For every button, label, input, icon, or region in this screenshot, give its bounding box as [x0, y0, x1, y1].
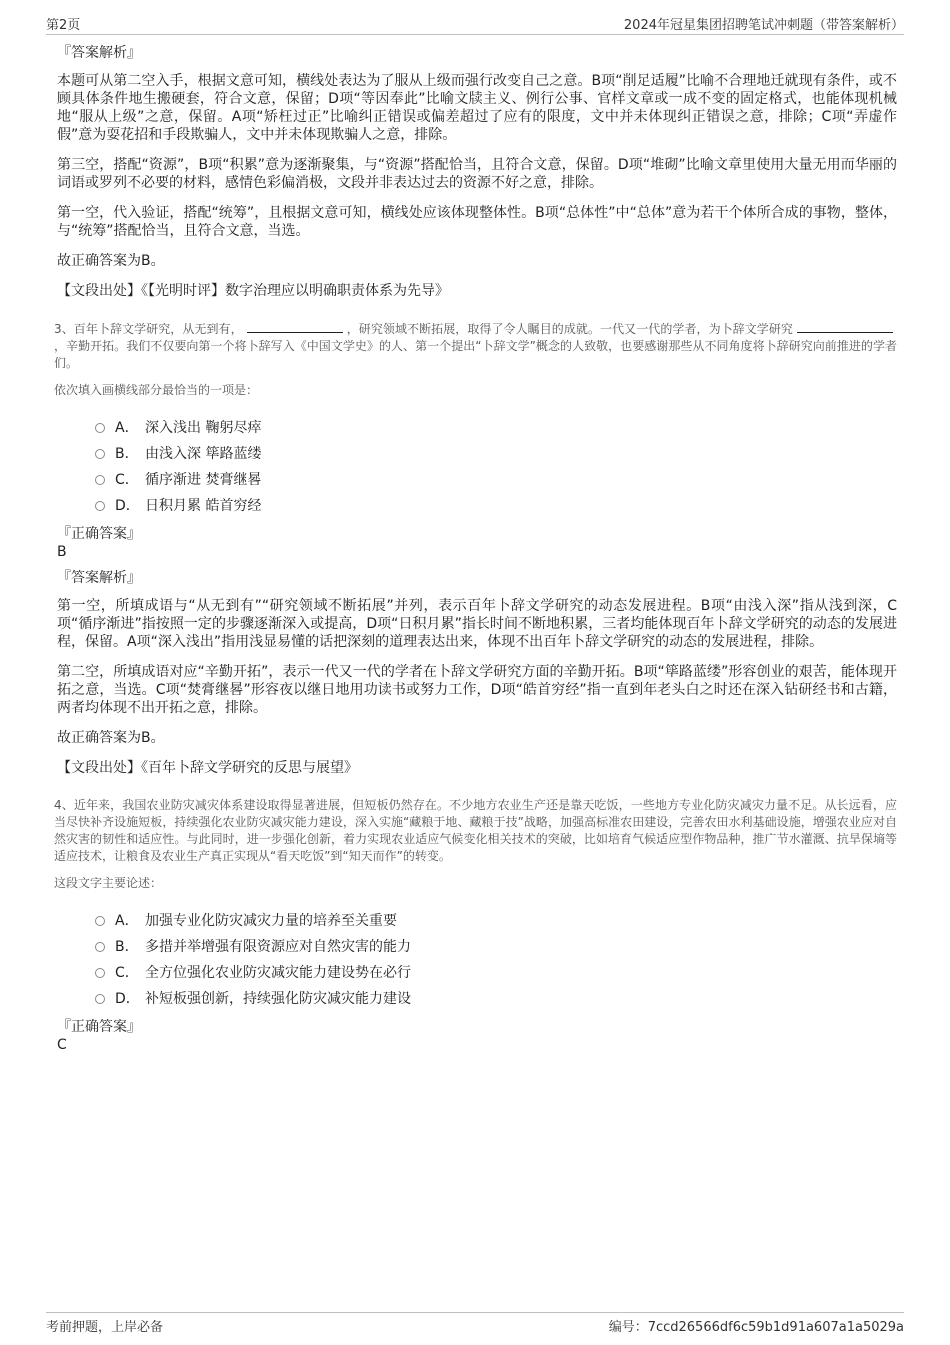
q3-stem-part-c: ，辛勤开拓。我们不仅要向第一个将卜辞写入《中国文学史》的人、第一个提出“卜辞文学”概念的人致敬，也要感谢那些从不同角度将卜辞研究向前推进的学者们。	[54, 339, 897, 370]
q4-stem: 4、近年来，我国农业防灾减灾体系建设取得显著进展，但短板仍然存在。不少地方农业生产还是靠天吃饭，一些地方专业化防灾减灾力量不足。从长远看，应当尽快补齐设施短板，持续强化农业防灾减灾能力建设，深入实施“藏粮于地、藏粮于技”战略，加强高标准农田建设，完善农田水利基础设施，增强农业应对自然灾害的韧性和适应性。与此同时，进一步强化创新，着力实现农业适应气候变化相关技术的突破，比如培育气候适应型作物品种，推广节水灌溉、抗旱保墒等适应技术，让粮食及农业生产真正实现从“看天吃饭”到“知天而作”的转变。	[54, 798, 897, 863]
radio-icon[interactable]	[95, 968, 105, 978]
radio-icon[interactable]	[95, 475, 105, 485]
radio-icon[interactable]	[95, 916, 105, 926]
analysis-label: 『答案解析』	[57, 45, 141, 61]
q3-stem-part-a: 3、百年卜辞文学研究，从无到有，	[54, 322, 243, 336]
q3-answer: B	[57, 544, 67, 560]
q3-option-d[interactable]: D． 日积月累 皓首穷经	[95, 493, 897, 519]
q2-analysis-p2: 第三空，搭配“资源”，B项“积累”意为逐渐聚集，与“资源”搭配恰当，且符合文意，保留。D项“堆砌”比喻文章里使用大量无用而华丽的词语或罗列不必要的材料，感情色彩偏消极，文段并非表达过去的资源不好之意，排除。	[57, 157, 897, 191]
q3-stem-part-b: ，研究领域不断拓展，取得了令人瞩目的成就。一代又一代的学者，为卜辞文学研究	[346, 322, 793, 336]
q4-option-a[interactable]: A． 加强专业化防灾减灾力量的培养至关重要	[95, 908, 897, 934]
fill-blank-1	[247, 320, 343, 333]
page-footer	[46, 1312, 904, 1335]
radio-icon[interactable]	[95, 501, 105, 511]
radio-icon[interactable]	[95, 942, 105, 952]
q2-source: 【文段出处】《【光明时评】数字治理应以明确职责体系为先导》	[57, 283, 449, 299]
analysis-label: 『答案解析』	[57, 570, 141, 586]
fill-blank-2	[797, 320, 893, 333]
q2-analysis-p3: 第一空，代入验证，搭配“统筹”，且根据文意可知，横线处应该体现整体性。B项“总体性”中“总体”意为若干个体所合成的事物，整体，与“统筹”搭配恰当，且符合文意，当选。	[57, 205, 897, 239]
q4-option-c[interactable]: C． 全方位强化农业防灾减灾能力建设势在必行	[95, 960, 897, 986]
q3-stem	[54, 320, 897, 372]
q2-analysis-p1: 本题可从第二空入手，根据文意可知，横线处表达为了服从上级而强行改变自己之意。B项“削足适履”比喻不合理地迁就现有条件，或不顾具体条件地生搬硬套，符合文意，保留；D项“等因奉此”比喻文牍主义、例行公事、官样文章或一成不变的固定格式，也能体现机械地“服从上级”之意，保留。A项“矫枉过正”比喻纠正错误或偏差超过了应有的限度，文中并未体现纠正错误之意，排除；C项“弄虚作假”意为耍花招和手段欺骗人，文中并未体现欺骗人之意，排除。	[57, 73, 897, 143]
correct-answer-label: 『正确答案』	[57, 526, 141, 542]
q4-answer: C	[57, 1037, 67, 1053]
q3-analysis-p2: 第二空，所填成语对应“辛勤开拓”，表示一代又一代的学者在卜辞文学研究方面的辛勤开拓。B项“筚路蓝缕”形容创业的艰苦，能体现开拓之意，当选。C项“焚膏继晷”形容夜以继日地用功读书或努力工作，D项“皓首穷经”指一直到年老头白之时还在深入钻研经书和古籍，两者均体现不出开拓之意，排除。	[57, 664, 897, 716]
q3-conclusion: 故正确答案为B。	[57, 730, 165, 746]
q4-options	[95, 908, 897, 1012]
q4-option-d[interactable]: D． 补短板强创新，持续强化防灾减灾能力建设	[95, 986, 897, 1012]
document-code: 编号：7ccd26566df6c59b1d91a607a1a5029a	[608, 1320, 904, 1335]
page-number: 第2页	[46, 18, 81, 33]
q3-source: 【文段出处】《百年卜辞文学研究的反思与展望》	[57, 760, 358, 776]
q3-option-a[interactable]: A． 深入浅出 鞠躬尽瘁	[95, 415, 897, 441]
correct-answer-label: 『正确答案』	[57, 1019, 141, 1035]
footer-slogan: 考前押题，上岸必备	[46, 1320, 164, 1335]
document-title: 2024年冠星集团招聘笔试冲刺题（带答案解析）	[623, 18, 904, 33]
q3-option-b[interactable]: B． 由浅入深 筚路蓝缕	[95, 441, 897, 467]
q4-prompt: 这段文字主要论述：	[54, 876, 163, 890]
q2-conclusion: 故正确答案为B。	[57, 253, 165, 269]
q3-prompt: 依次填入画横线部分最恰当的一项是：	[54, 383, 259, 397]
q3-options	[95, 415, 897, 519]
radio-icon[interactable]	[95, 423, 105, 433]
q3-analysis-p1: 第一空，所填成语与“从无到有”“研究领域不断拓展”并列，表示百年卜辞文学研究的动态发展进程。B项“由浅入深”指从浅到深，C项“循序渐进”指按照一定的步骤逐渐深入或提高，D项“日积月累”指长时间不断地积累，三者均能体现百年卜辞文学研究的动态的发展进程，保留。A项“深入浅出”指用浅显易懂的话把深刻的道理表达出来，体现不出百年卜辞文学研究的动态的发展进程，排除。	[57, 598, 897, 650]
page-content	[54, 44, 897, 1062]
radio-icon[interactable]	[95, 994, 105, 1004]
radio-icon[interactable]	[95, 449, 105, 459]
q4-option-b[interactable]: B． 多措并举增强有限资源应对自然灾害的能力	[95, 934, 897, 960]
q3-option-c[interactable]: C． 循序渐进 焚膏继晷	[95, 467, 897, 493]
page-header	[46, 14, 904, 35]
